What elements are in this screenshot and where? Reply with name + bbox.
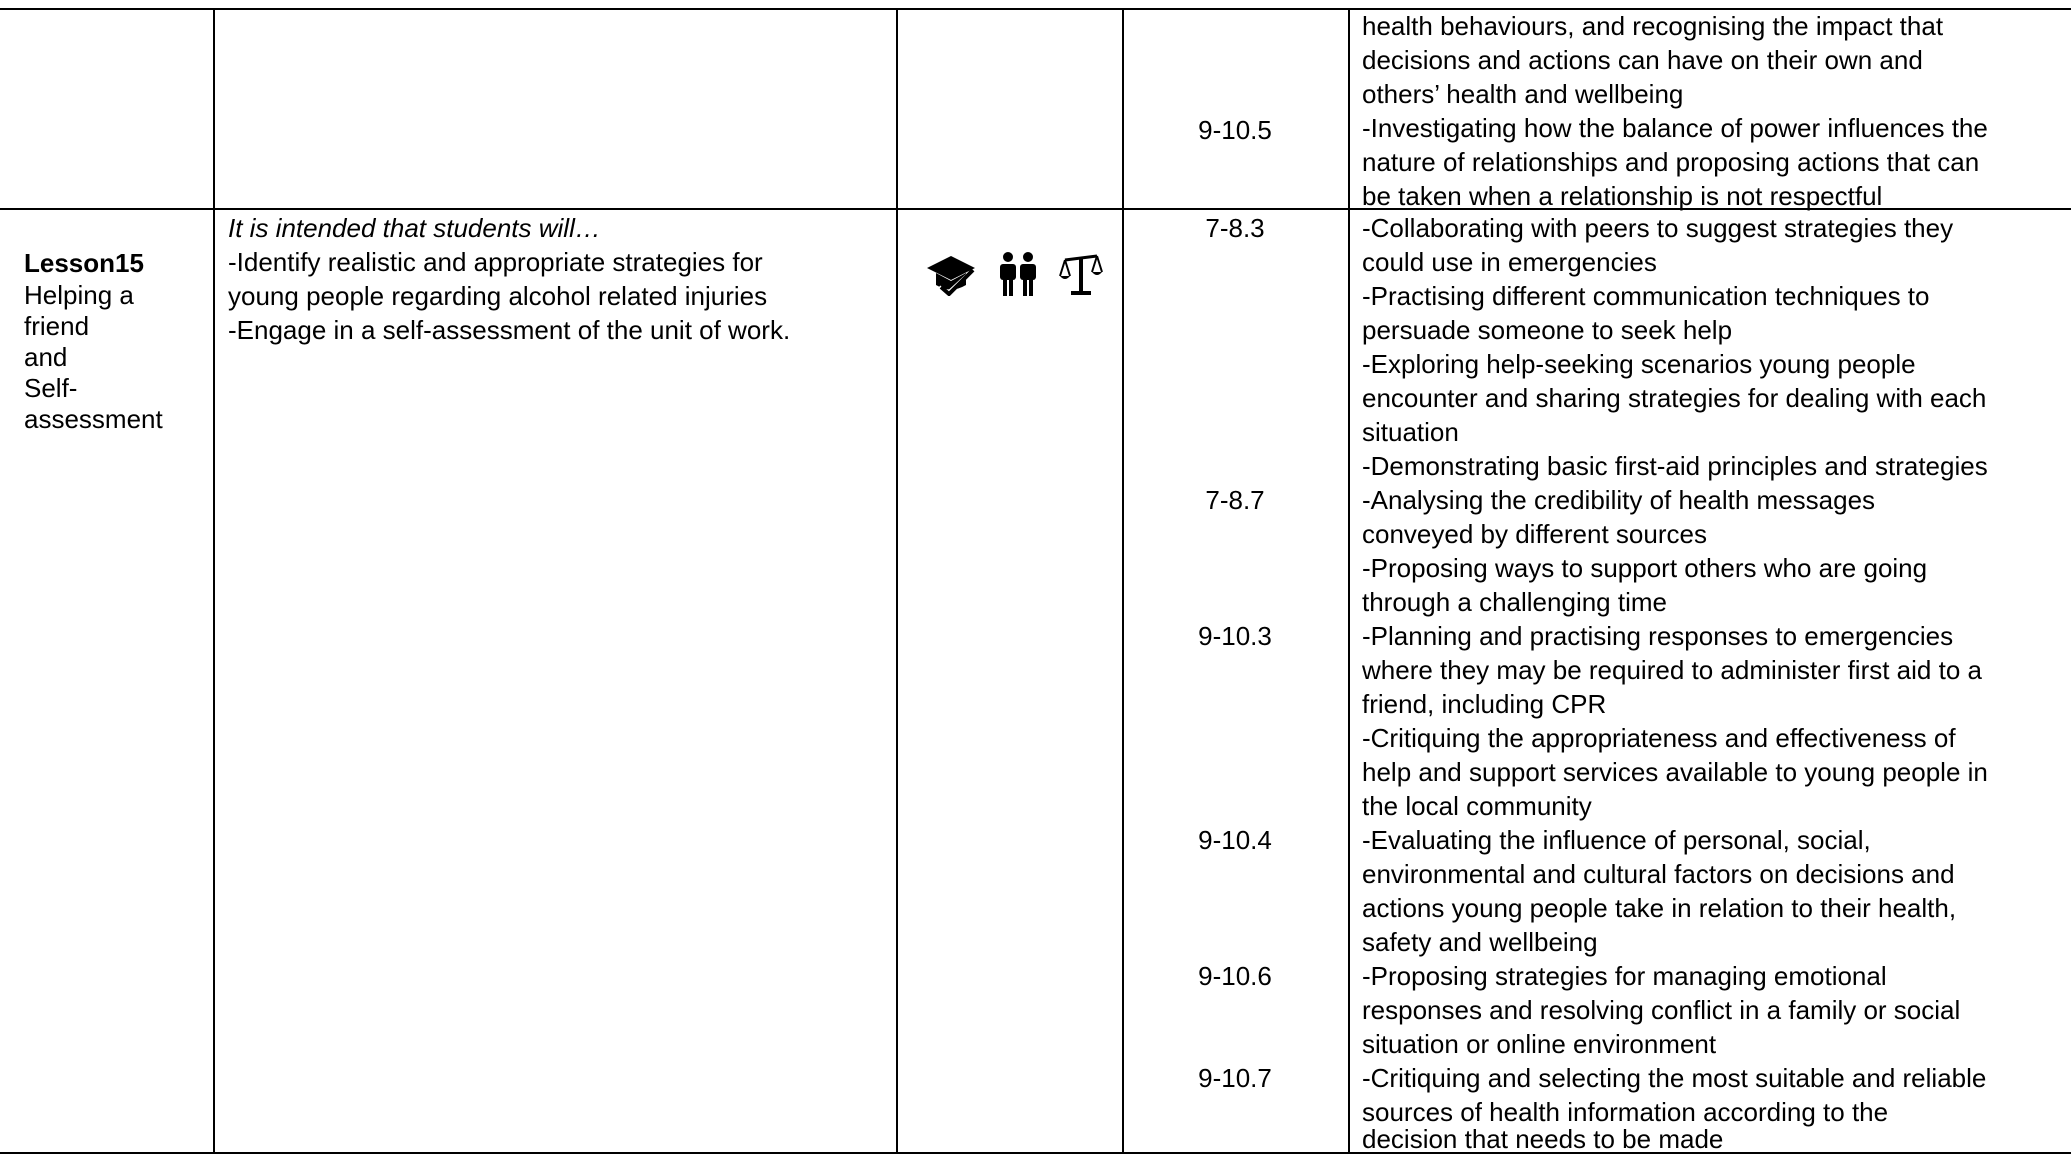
- description-line: environmental and cultural factors on decisions and: [1362, 859, 1955, 889]
- description-line: -Practising different communication techniques to: [1362, 281, 1930, 311]
- description-line: -Analysing the credibility of health messages: [1362, 485, 1876, 515]
- objective-line: -Identify realistic and appropriate strategies for: [228, 247, 763, 277]
- description-line: be taken when a relationship is not respectful: [1362, 181, 1883, 211]
- description-line: could use in emergencies: [1362, 247, 1657, 277]
- description-line: situation or online environment: [1362, 1029, 1717, 1059]
- lesson-title: Lesson15: [24, 248, 144, 278]
- description-line: -Exploring help-seeking scenarios young people: [1362, 349, 1916, 379]
- description-line: sources of health information according to the: [1362, 1097, 1889, 1127]
- table-bottom-border: [0, 1152, 2071, 1154]
- description-line: -Planning and practising responses to emergencies: [1362, 621, 1954, 651]
- description-line: conveyed by different sources: [1362, 519, 1707, 549]
- description-line: decision that needs to be made: [1362, 1124, 1724, 1154]
- curriculum-code: 9-10.6: [1198, 961, 1272, 991]
- lesson-name-line: assessment: [24, 404, 163, 434]
- description-line: decisions and actions can have on their own and: [1362, 45, 1923, 75]
- objectives-intro: It is intended that students will…: [228, 213, 601, 243]
- description-line: -Critiquing the appropriateness and effectiveness of: [1362, 723, 1956, 753]
- description-line: -Evaluating the influence of personal, social,: [1362, 825, 1871, 855]
- col-divider-1: [213, 8, 215, 1154]
- curriculum-code: 9-10.3: [1198, 621, 1272, 651]
- curriculum-code: 7-8.7: [1205, 485, 1265, 515]
- curriculum-code: 9-10.7: [1198, 1063, 1272, 1093]
- lesson-name-line: Helping a: [24, 280, 134, 310]
- lesson-name-line: Self-: [24, 373, 78, 403]
- description-line: through a challenging time: [1362, 587, 1667, 617]
- lesson-name-line: friend: [24, 311, 90, 341]
- capabilities-icons: [925, 252, 1103, 296]
- description-line: the local community: [1362, 791, 1592, 821]
- curriculum-code: 7-8.3: [1205, 213, 1265, 243]
- description-line: safety and wellbeing: [1362, 927, 1598, 957]
- curriculum-code: 9-10.4: [1198, 825, 1272, 855]
- description-line: situation: [1362, 417, 1459, 447]
- objective-line: young people regarding alcohol related injuries: [228, 281, 768, 311]
- lesson-name-line: and: [24, 342, 68, 372]
- description-line: where they may be required to administer first aid to a: [1362, 655, 1982, 685]
- top-row-code: 9-10.5: [1198, 115, 1272, 145]
- description-line: nature of relationships and proposing actions that can: [1362, 147, 1980, 177]
- description-line: actions young people take in relation to their health,: [1362, 893, 1957, 923]
- col-divider-4: [1348, 8, 1350, 1154]
- description-line: health behaviours, and recognising the impact that: [1362, 11, 1944, 41]
- graduation-cap-icon: [925, 254, 977, 296]
- description-line: friend, including CPR: [1362, 689, 1607, 719]
- description-line: responses and resolving conflict in a family or social: [1362, 995, 1961, 1025]
- scales-icon: [1059, 252, 1103, 296]
- description-line: -Critiquing and selecting the most suitable and reliable: [1362, 1063, 1987, 1093]
- description-line: -Proposing strategies for managing emotional: [1362, 961, 1887, 991]
- description-line: persuade someone to seek help: [1362, 315, 1733, 345]
- description-line: -Proposing ways to support others who are going: [1362, 553, 1928, 583]
- people-icon: [995, 252, 1041, 296]
- description-line: help and support services available to young people in: [1362, 757, 1988, 787]
- description-line: others’ health and wellbeing: [1362, 79, 1684, 109]
- col-divider-2: [896, 8, 898, 1154]
- description-line: encounter and sharing strategies for dealing with each: [1362, 383, 1987, 413]
- objective-line: -Engage in a self-assessment of the unit of work.: [228, 315, 791, 345]
- description-line: -Collaborating with peers to suggest strategies they: [1362, 213, 1954, 243]
- description-line: -Investigating how the balance of power influences the: [1362, 113, 1988, 143]
- col-divider-3: [1122, 8, 1124, 1154]
- description-line: -Demonstrating basic first-aid principles and strategies: [1362, 451, 1988, 481]
